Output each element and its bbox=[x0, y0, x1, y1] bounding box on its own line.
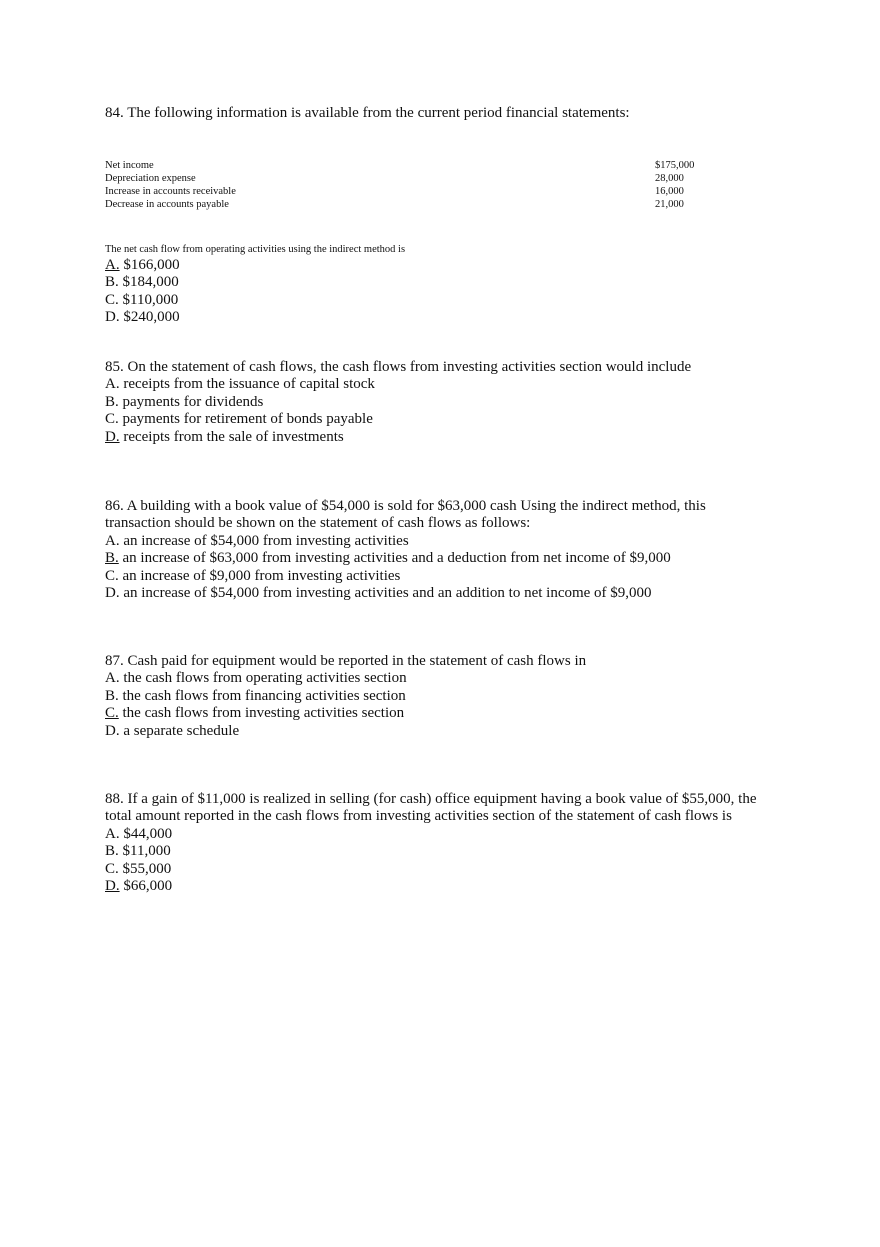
option-text: an increase of $63,000 from investing activities and a deduction from net income of $9,000 bbox=[118, 550, 671, 567]
option-text: payments for dividends bbox=[118, 393, 264, 410]
option-letter: D. bbox=[105, 722, 120, 739]
option-letter: D. bbox=[105, 877, 120, 894]
option bbox=[105, 705, 586, 722]
option-letter: D. bbox=[105, 428, 120, 445]
row-value: 28,000 bbox=[655, 173, 684, 184]
row-label: Net income bbox=[105, 160, 154, 171]
stem-line: 86. A building with a book value of $54,000 is sold for $63,000 cash Using the indirect method, this bbox=[105, 498, 706, 514]
option-text: a separate schedule bbox=[119, 722, 240, 739]
option bbox=[105, 843, 756, 860]
stem-line: 87. Cash paid for equipment would be reported in the statement of cash flows in bbox=[105, 653, 587, 669]
question-87 bbox=[105, 653, 586, 740]
option-text: the cash flows from investing activities section bbox=[118, 705, 405, 722]
option-text: $55,000 bbox=[118, 860, 172, 877]
option bbox=[105, 292, 180, 309]
option bbox=[105, 723, 586, 740]
question-88 bbox=[105, 791, 756, 895]
option-text: an increase of $54,000 from investing activities and an addition to net income of $9,000 bbox=[119, 584, 652, 601]
option-letter: B. bbox=[105, 550, 119, 567]
question-84-stem bbox=[105, 105, 630, 122]
option-letter: C. bbox=[105, 860, 119, 877]
option bbox=[105, 568, 706, 585]
option-text: an increase of $9,000 from investing activities bbox=[118, 567, 401, 584]
option bbox=[105, 429, 691, 446]
row-value: $175,000 bbox=[655, 160, 695, 171]
stem-line: total amount reported in the cash flows from investing activities section of the statement of cash flows is bbox=[105, 808, 732, 825]
option bbox=[105, 878, 756, 895]
row-value: 16,000 bbox=[655, 186, 684, 197]
row-value: 21,000 bbox=[655, 199, 684, 210]
financial-data-table bbox=[105, 159, 705, 211]
row-label: Decrease in accounts payable bbox=[105, 199, 229, 210]
question-84-prompt: The net cash flow from operating activities using the indirect method is bbox=[105, 244, 406, 255]
option-letter: B. bbox=[105, 843, 119, 860]
option bbox=[105, 309, 180, 326]
stem-line: transaction should be shown on the statement of cash flows as follows: bbox=[105, 515, 531, 532]
option-text: $240,000 bbox=[119, 309, 180, 326]
option-text: receipts from the sale of investments bbox=[119, 428, 344, 445]
table-row bbox=[105, 185, 705, 198]
option bbox=[105, 411, 691, 428]
option-text: $44,000 bbox=[119, 825, 173, 842]
option bbox=[105, 376, 691, 393]
option-letter: B. bbox=[105, 393, 119, 410]
option bbox=[105, 826, 756, 843]
option-letter: B. bbox=[105, 274, 119, 291]
option-text: the cash flows from financing activities section bbox=[118, 687, 406, 704]
option-text: $66,000 bbox=[119, 877, 173, 894]
option-letter: C. bbox=[105, 567, 119, 584]
option-letter: C. bbox=[105, 411, 119, 428]
option bbox=[105, 861, 756, 878]
option bbox=[105, 550, 706, 567]
option-letter: D. bbox=[105, 309, 120, 326]
option-text: payments for retirement of bonds payable bbox=[118, 411, 373, 428]
option-text: an increase of $54,000 from investing activities bbox=[119, 532, 409, 549]
stem-line: 84. The following information is available from the current period financial statements: bbox=[105, 105, 630, 121]
option-letter: C. bbox=[105, 705, 119, 722]
option-letter: A. bbox=[105, 532, 120, 549]
option-text: $110,000 bbox=[118, 291, 179, 308]
table-row bbox=[105, 198, 705, 211]
table-row bbox=[105, 159, 705, 172]
option-text: $11,000 bbox=[118, 843, 171, 860]
option-text: $184,000 bbox=[118, 274, 179, 291]
option bbox=[105, 257, 180, 274]
question-85 bbox=[105, 359, 691, 446]
option bbox=[105, 585, 706, 602]
option-letter: A. bbox=[105, 670, 120, 687]
option-letter: A. bbox=[105, 257, 120, 273]
option bbox=[105, 394, 691, 411]
option-text: the cash flows from operating activities section bbox=[119, 670, 407, 687]
option bbox=[105, 533, 706, 550]
question-84-options bbox=[105, 257, 180, 327]
option-letter: A. bbox=[105, 825, 120, 842]
stem-line: 88. If a gain of $11,000 is realized in selling (for cash) office equipment having a book value of $55,000, the bbox=[105, 791, 757, 807]
option bbox=[105, 670, 586, 687]
option-letter: C. bbox=[105, 291, 119, 308]
row-label: Depreciation expense bbox=[105, 173, 196, 184]
option-letter: B. bbox=[105, 687, 119, 704]
question-86 bbox=[105, 498, 706, 602]
option bbox=[105, 688, 586, 705]
option bbox=[105, 274, 180, 291]
option-letter: D. bbox=[105, 584, 120, 601]
row-label: Increase in accounts receivable bbox=[105, 186, 236, 197]
table-row bbox=[105, 172, 705, 185]
option-text: $166,000 bbox=[119, 257, 180, 273]
stem-line: 85. On the statement of cash flows, the cash flows from investing activities section would include bbox=[105, 359, 692, 375]
option-text: receipts from the issuance of capital stock bbox=[119, 376, 375, 393]
option-letter: A. bbox=[105, 376, 120, 393]
